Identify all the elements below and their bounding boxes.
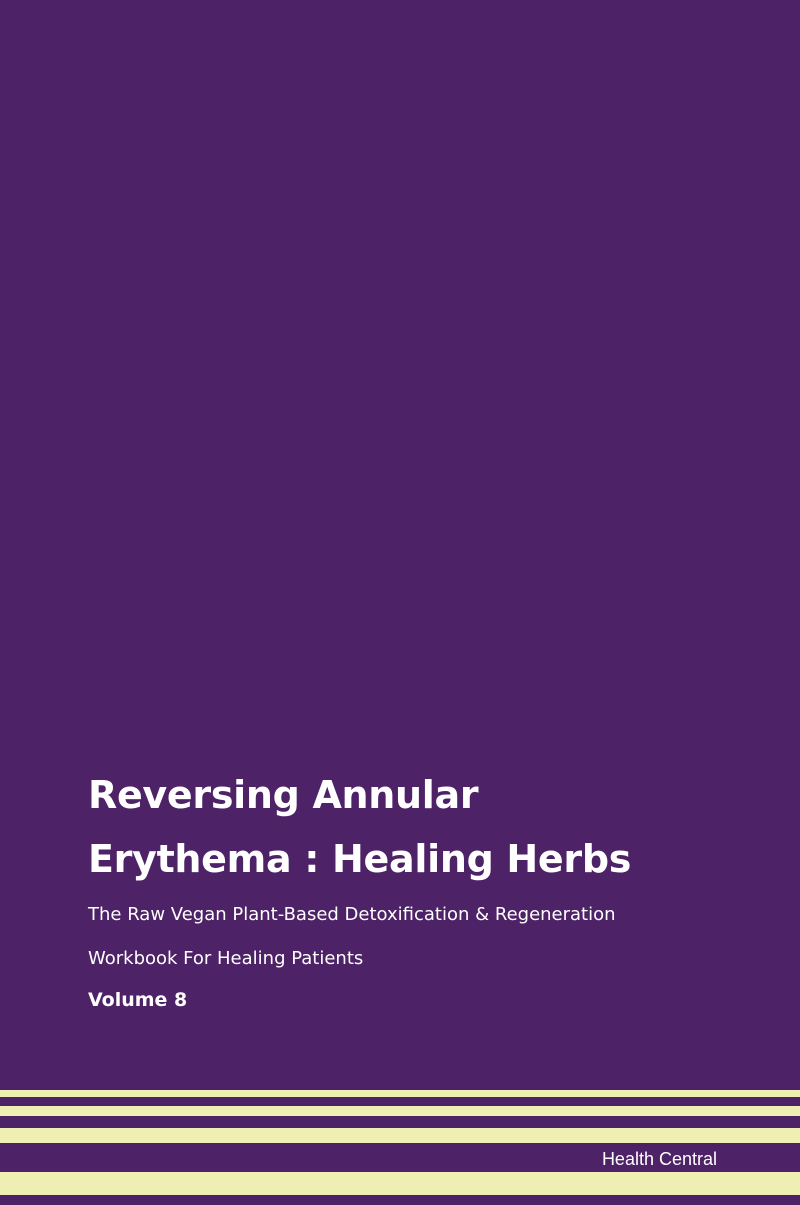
- volume-label: Volume 8: [88, 989, 188, 1011]
- subtitle-line-2: Workbook For Healing Patients: [88, 948, 364, 969]
- decorative-stripe-2: [0, 1106, 800, 1116]
- book-subtitle: [88, 893, 768, 981]
- decorative-stripe-1: [0, 1090, 800, 1097]
- title-line-2: Erythema : Healing Herbs: [88, 837, 632, 881]
- book-title: [88, 763, 768, 891]
- publisher-name: Health Central: [601, 1149, 717, 1169]
- decorative-stripe-3: [0, 1128, 800, 1143]
- subtitle-line-1: The Raw Vegan Plant-Based Detoxification & Regeneration: [88, 904, 616, 925]
- title-line-1: Reversing Annular: [88, 773, 479, 817]
- decorative-stripe-4: [0, 1172, 800, 1195]
